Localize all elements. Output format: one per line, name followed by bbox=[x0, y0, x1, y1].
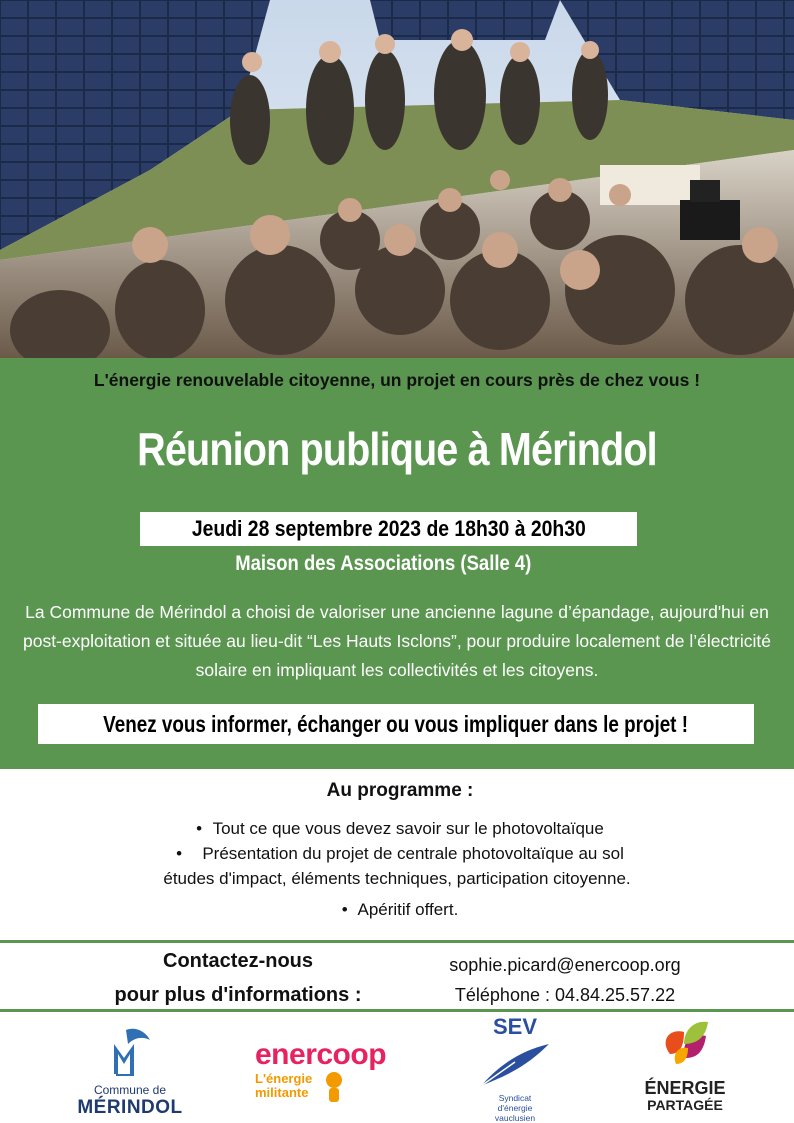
contact-email[interactable]: sophie.picard@enercoop.org bbox=[449, 955, 681, 975]
sev-logo-name: SEV bbox=[492, 1014, 538, 1039]
contact-label-line1: Contactez-nous bbox=[163, 950, 313, 972]
merindol-logo-line1: Commune de bbox=[93, 1083, 167, 1097]
energie-partagee-logo bbox=[635, 1014, 735, 1114]
header-photo-collage bbox=[0, 0, 794, 358]
bullet-icon: • bbox=[196, 819, 203, 838]
programme-item-text: Présentation du projet de centrale photovoltaïque au sol bbox=[202, 844, 624, 863]
event-date: Jeudi 28 septembre 2023 de 18h30 à 20h30 bbox=[191, 516, 586, 541]
event-location: Maison des Associations (Salle 4) bbox=[235, 552, 532, 575]
enercoop-logo-tagline bbox=[255, 1072, 425, 1102]
sev-feather-icon bbox=[475, 1040, 555, 1088]
programme-item-text: Apéritif offert. bbox=[357, 900, 459, 919]
merindol-logo bbox=[60, 1024, 200, 1118]
event-date-box bbox=[140, 512, 637, 546]
bullet-icon: • bbox=[176, 844, 183, 863]
call-to-action-box bbox=[38, 704, 754, 744]
energie-partagee-leaves-icon bbox=[650, 1014, 720, 1074]
list-item bbox=[0, 897, 794, 922]
sev-line1: Syndicat bbox=[498, 1093, 532, 1103]
contact-label bbox=[90, 944, 386, 1012]
sev-logo bbox=[470, 1014, 560, 1123]
contact-label-line2: pour plus d'informations : bbox=[114, 984, 362, 1006]
divider-top bbox=[0, 940, 794, 943]
enercoop-tag2: militante bbox=[255, 1085, 309, 1100]
photo-illustration bbox=[0, 0, 794, 358]
enercoop-logo-name: enercoop bbox=[255, 1038, 387, 1071]
merindol-emblem-icon bbox=[100, 1024, 160, 1076]
merindol-logo-line2: MÉRINDOL bbox=[77, 1097, 183, 1118]
call-to-action: Venez vous informer, échanger ou vous impliquer dans le projet ! bbox=[103, 711, 689, 737]
contact-details bbox=[420, 950, 710, 1010]
contact-phone[interactable]: Téléphone : 04.84.25.57.22 bbox=[454, 985, 676, 1005]
sev-line2: d'énergie bbox=[497, 1103, 533, 1113]
event-description: La Commune de Mérindol a choisi de valoriser une ancienne lagune d’épandage, aujourd'hui en post-exploitation et située au lieu-dit “Les Hauts Isclons”, pour produire localement de l’électricité solaire en impliquant les collectivités et les citoyens. bbox=[22, 602, 772, 680]
event-location-wrap bbox=[0, 552, 767, 576]
programme-list bbox=[0, 816, 794, 922]
tagline: L'énergie renouvelable citoyenne, un projet en cours près de chez vous ! bbox=[93, 370, 701, 390]
enercoop-tag-wrap bbox=[255, 1072, 312, 1102]
enercoop-logo bbox=[255, 1038, 425, 1108]
energie-partagee-line2: PARTAGÉE bbox=[647, 1097, 723, 1113]
list-item bbox=[0, 816, 794, 841]
list-item bbox=[0, 841, 794, 866]
sev-line3: vauclusien bbox=[494, 1113, 536, 1123]
enercoop-figure-icon bbox=[322, 1072, 346, 1102]
enercoop-tag1: L'énergie bbox=[255, 1071, 313, 1086]
event-banner bbox=[0, 358, 794, 769]
programme-item-text: études d'impact, éléments techniques, participation citoyenne. bbox=[163, 869, 631, 888]
energie-partagee-line1: ÉNERGIE bbox=[644, 1078, 726, 1098]
event-title: Réunion publique à Mérindol bbox=[137, 423, 657, 475]
bullet-icon: • bbox=[341, 900, 348, 919]
list-item-continuation bbox=[0, 866, 794, 891]
programme-title: Au programme : bbox=[326, 780, 474, 801]
programme-item-text: Tout ce que vous devez savoir sur le photovoltaïque bbox=[212, 819, 604, 838]
